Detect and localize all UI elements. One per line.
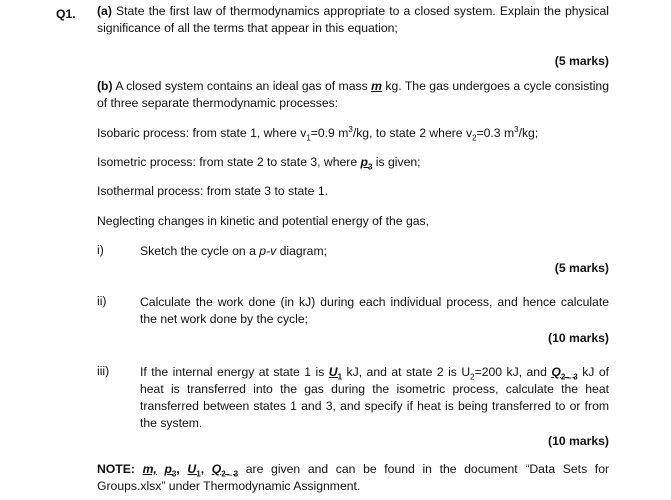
isobaric-text-3: /kg, to state 2 where v: [352, 126, 473, 140]
u2-sub: 2: [470, 372, 475, 382]
note: [97, 461, 609, 495]
isobaric-text-4: =0.3 m: [476, 126, 515, 140]
isobaric-text-2: =0.9 m: [310, 126, 349, 140]
isobaric-text-5: /kg;: [518, 126, 539, 140]
u1-sub: 1: [337, 372, 343, 382]
note-p-letter: p: [164, 462, 172, 476]
item-iii-text-3: =200 kJ, and: [474, 365, 547, 379]
item-i-number: i): [97, 243, 104, 257]
p3-symbol: [360, 155, 373, 172]
isobaric-process: [97, 125, 609, 142]
item-i-marks: (5 marks): [554, 261, 609, 275]
note-u1: [187, 462, 205, 479]
item-iii-marks: (10 marks): [548, 434, 609, 448]
item-i-text: [140, 243, 609, 260]
isobaric-sub-1: 1: [306, 133, 311, 143]
part-a-text: [97, 3, 609, 37]
isometric-process: [97, 154, 609, 171]
isobaric-sub-2: 2: [472, 133, 477, 143]
q23-sub: 2→3: [560, 372, 578, 382]
u1-symbol: [328, 365, 343, 382]
item-ii-number: ii): [97, 294, 107, 308]
part-b-intro-2: kg. The gas undergoes a cycle consisting of three separate thermodynamic processes:: [97, 79, 609, 110]
note-u-comma: ,: [200, 462, 205, 476]
item-i-text-2: diagram;: [279, 244, 327, 258]
part-a-body: State the first law of thermodynamics appropriate to a closed system. Explain the physical significance of all the terms that appear in this equation;: [97, 4, 609, 35]
note-p3: [164, 462, 180, 479]
item-iii-text-1: If the internal energy at state 1 is: [140, 365, 325, 379]
isobaric-sup-2: 3: [514, 124, 519, 134]
note-u-letter: U: [187, 462, 197, 476]
isometric-text-2: is given;: [375, 155, 421, 169]
note-u-sub: 1: [196, 469, 201, 479]
u1-letter: U: [328, 365, 338, 379]
note-p-sub: 3: [171, 469, 177, 479]
note-m: m,: [142, 462, 157, 476]
note-p-comma: ,: [176, 462, 180, 476]
p3-letter: p: [360, 155, 368, 169]
note-q-sub: 2→3: [221, 469, 239, 479]
note-label: NOTE:: [97, 462, 135, 476]
isometric-text-1: Isometric process: from state 2 to state 3, where: [97, 155, 358, 169]
note-q23: [211, 462, 239, 479]
part-b-intro: [97, 78, 609, 112]
part-a-marks: (5 marks): [554, 54, 609, 68]
isothermal-process: Isothermal process: from state 3 to state 1.: [97, 184, 328, 198]
part-b-intro-1: A closed system contains an ideal gas of mass: [115, 79, 368, 93]
item-iii-number: iii): [97, 364, 110, 378]
isobaric-sup-1: 3: [348, 124, 353, 134]
item-iii-text-4: kJ of heat is transferred into the gas during the isometric process, calculate the heat transferred between states 1 and 3, and specify if heat is being transferred to or from the system.: [140, 365, 610, 430]
item-i-pv: p-v: [259, 244, 277, 258]
item-ii-marks: (10 marks): [548, 331, 609, 345]
item-i-text-1: Sketch the cycle on a: [140, 244, 256, 258]
isobaric-text-1: Isobaric process: from state 1, where v: [97, 126, 307, 140]
item-ii-text: Calculate the work done (in kJ) during each individual process, and hence calculate the net work done by the cycle;: [140, 295, 609, 326]
note-q-letter: Q: [211, 462, 222, 476]
part-a-label: (a): [97, 4, 112, 18]
note-text: are given and can be found in the document “Data Sets for Groups.xlsx” under Thermodynamic Assignment.: [97, 462, 610, 493]
question-number: Q1.: [56, 7, 76, 21]
item-iii-text-2: kJ, and at state 2 is U: [346, 365, 471, 379]
q23-letter: Q: [551, 365, 561, 379]
p3-sub: 3: [367, 162, 373, 172]
item-iii-text: [140, 364, 609, 432]
part-b-label: (b): [97, 79, 113, 93]
neglect-statement: Neglecting changes in kinetic and potential energy of the gas,: [97, 214, 429, 228]
q23-symbol: [551, 365, 578, 382]
mass-symbol: m: [371, 79, 382, 93]
